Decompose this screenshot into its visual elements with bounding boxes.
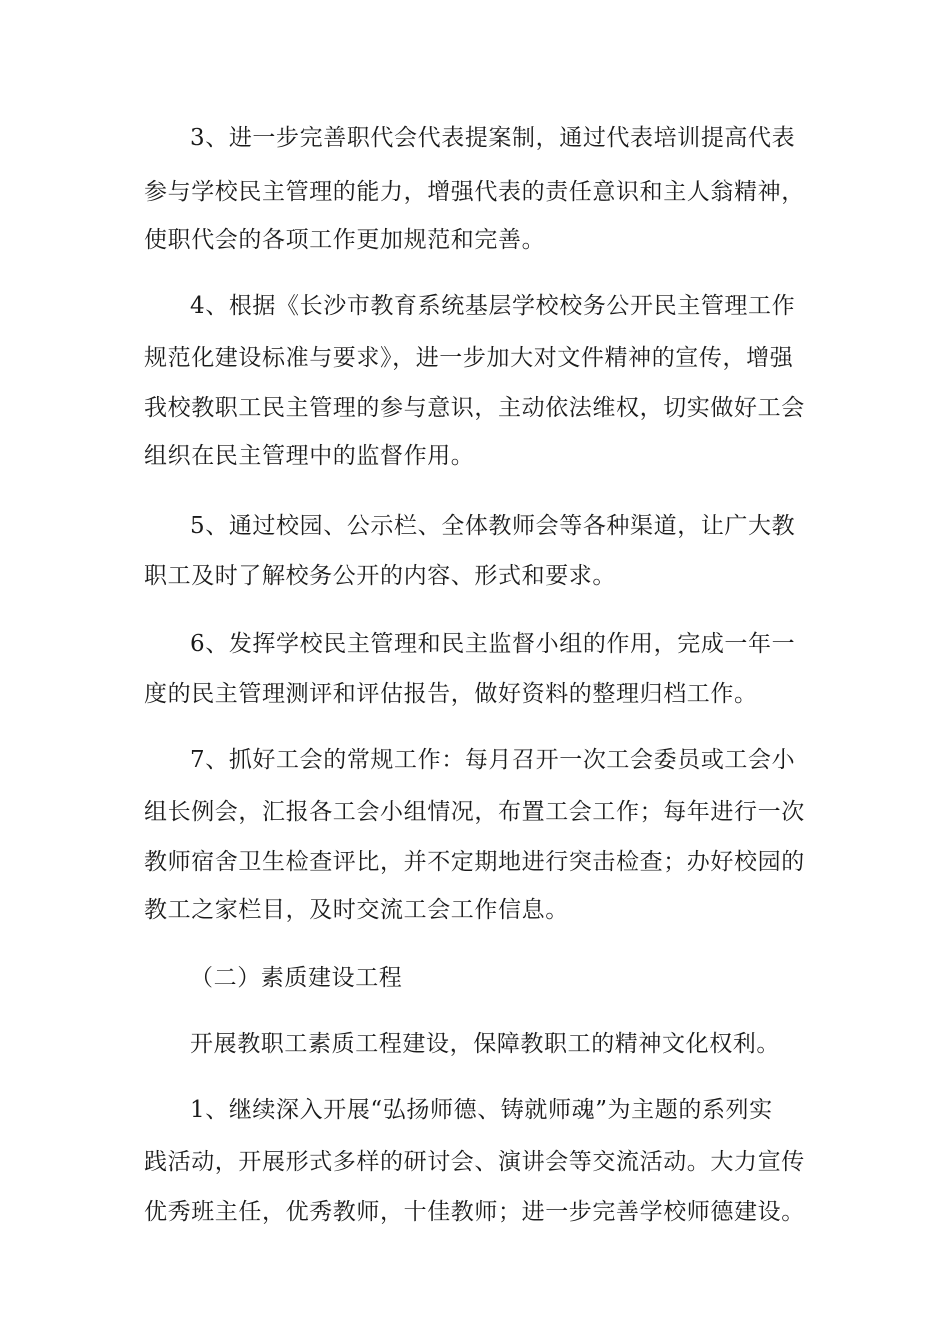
paragraph-3-line-2: 参与学校民主管理的能力，增强代表的责任意识和主人翁精神， — [144, 179, 805, 205]
paragraph-5-line-2: 职工及时了解校务公开的内容、形式和要求。 — [144, 563, 616, 589]
section-intro: 开展教职工素质工程建设，保障教职工的精神文化权利。 — [190, 1031, 780, 1057]
paragraph-7-line-1: 7、抓好工会的常规工作：每月召开一次工会委员或工会小 — [190, 747, 796, 773]
paragraph-3-line-1: 3、进一步完善职代会代表提案制，通过代表培训提高代表 — [190, 125, 796, 151]
paragraph-4-line-2: 规范化建设标准与要求》，进一步加大对文件精神的宣传，增强 — [144, 345, 794, 371]
paragraph-3-line-3: 使职代会的各项工作更加规范和完善。 — [144, 227, 546, 253]
paragraph-6-line-1: 6、发挥学校民主管理和民主监督小组的作用，完成一年一 — [190, 631, 796, 657]
paragraph-5-line-1: 5、通过校园、公示栏、全体教师会等各种渠道，让广大教 — [190, 513, 796, 539]
paragraph-1-line-1: 1、继续深入开展“弘扬师德、铸就师魂”为主题的系列实 — [190, 1097, 773, 1123]
paragraph-7-line-3: 教师宿舍卫生检查评比，并不定期地进行突击检查；办好校园的 — [144, 849, 805, 875]
paragraph-7-line-2: 组长例会，汇报各工会小组情况，布置工会工作；每年进行一次 — [144, 799, 805, 825]
paragraph-4-line-4: 组织在民主管理中的监督作用。 — [144, 443, 475, 469]
paragraph-1-line-2: 践活动，开展形式多样的研讨会、演讲会等交流活动。大力宣传 — [144, 1149, 805, 1175]
paragraph-7-line-4: 教工之家栏目，及时交流工会工作信息。 — [144, 897, 569, 923]
paragraph-1-line-3: 优秀班主任，优秀教师，十佳教师；进一步完善学校师德建设。 — [144, 1199, 805, 1225]
paragraph-6-line-2: 度的民主管理测评和评估报告，做好资料的整理归档工作。 — [144, 681, 758, 707]
paragraph-4-line-3: 我校教职工民主管理的参与意识，主动依法维权，切实做好工会 — [144, 395, 805, 421]
paragraph-4-line-1: 4、根据《长沙市教育系统基层学校校务公开民主管理工作 — [190, 293, 796, 319]
section-heading: （二）素质建设工程 — [190, 965, 403, 991]
